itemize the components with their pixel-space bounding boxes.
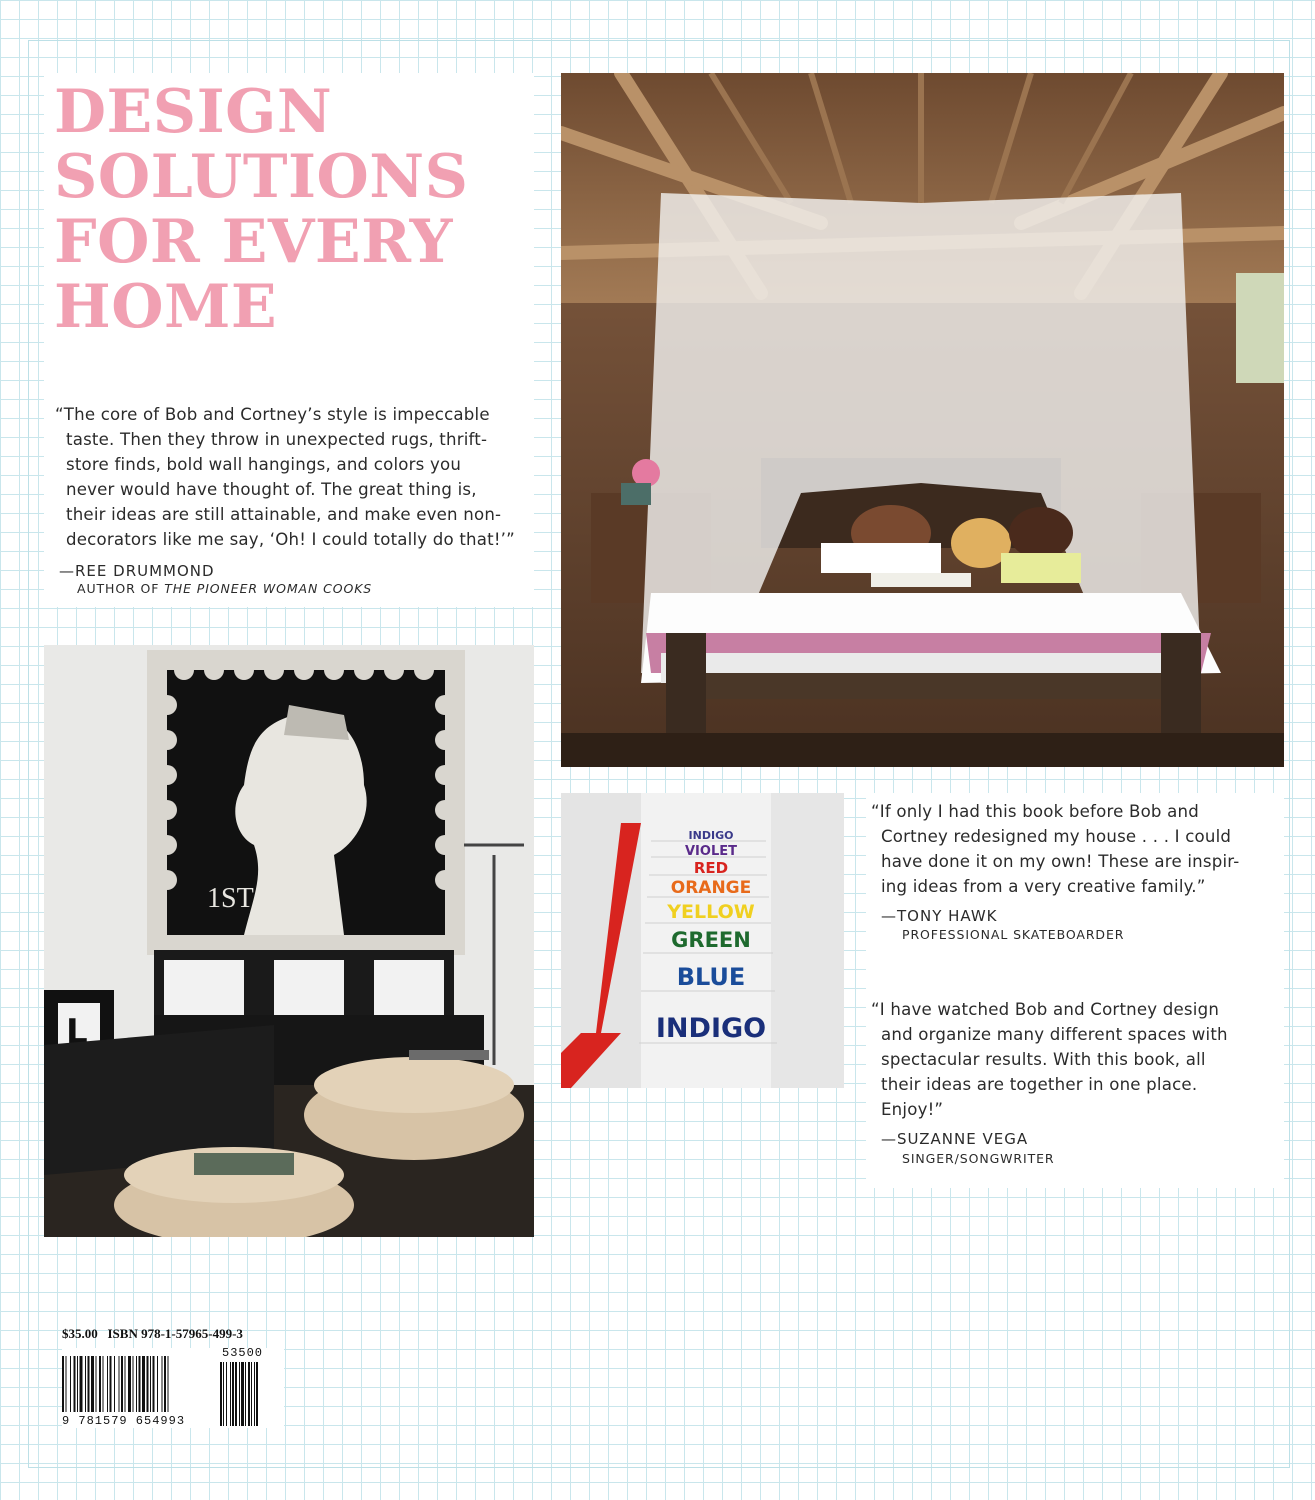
quote-tony-hawk: [871, 799, 1276, 899]
bedroom-photo-art: [561, 73, 1284, 767]
price-isbn: [62, 1326, 243, 1342]
stair-word: RED: [693, 859, 729, 877]
attribution-role-prefix: AUTHOR OF: [77, 581, 165, 596]
stair-word: INDIGO: [655, 1013, 767, 1044]
attribution-name: —SUZANNE VEGA: [881, 1130, 1029, 1148]
barcode-bar: [133, 1356, 134, 1412]
stair-word: INDIGO: [688, 829, 734, 842]
barcode-bar: [91, 1356, 94, 1412]
attribution-role-title: THE PIONEER WOMAN COOKS: [164, 581, 373, 596]
barcode-bar: [77, 1356, 78, 1412]
headline-line: DESIGN: [54, 77, 333, 147]
staircase-photo: [561, 793, 844, 1088]
stair-word: ORANGE: [670, 878, 752, 898]
barcode-bar: [230, 1362, 231, 1426]
barcode-bar: [153, 1356, 155, 1412]
quote-suzanne-vega: [871, 997, 1276, 1122]
barcode-bar: [239, 1362, 240, 1426]
barcode-bar: [220, 1362, 222, 1426]
barcode-bar: [147, 1356, 149, 1412]
barcode-bar: [62, 1356, 64, 1412]
barcode-bar: [251, 1362, 252, 1426]
headline: [54, 77, 524, 342]
barcode-bar: [142, 1356, 145, 1412]
barcode-bar: [168, 1356, 169, 1412]
barcode-bar: [85, 1356, 86, 1412]
quote-line: “I have watched Bob and Cortney design: [871, 1000, 1220, 1019]
bedroom-photo: [561, 73, 1284, 767]
stamp-text: 1ST: [207, 883, 254, 914]
barcode-bar: [88, 1356, 90, 1412]
headline-line: SOLUTIONS: [54, 142, 469, 212]
barcode-bar: [150, 1356, 151, 1412]
barcode-bar: [256, 1362, 258, 1426]
barcode-bar: [226, 1362, 227, 1426]
quote-line: spectacular results. With this book, all: [881, 1050, 1206, 1069]
headline-line: FOR EVERY: [54, 207, 453, 277]
barcode: [62, 1348, 284, 1428]
barcode-bar: [121, 1356, 123, 1412]
barcode-number: 9 781579 654993: [62, 1414, 186, 1428]
quote-line: decorators like me say, ‘Oh! I could totally do that!’”: [66, 530, 515, 549]
staircase-photo-art: [561, 793, 844, 1088]
quote-ree-drummond: [55, 402, 525, 552]
barcode-bar: [232, 1362, 234, 1426]
barcode-bar: [74, 1356, 76, 1412]
barcode-bar: [128, 1356, 131, 1412]
quote-line: taste. Then they throw in unexpected rugs, thrift-: [66, 430, 488, 449]
barcode-bar: [248, 1362, 250, 1426]
attribution-role: [77, 581, 372, 596]
barcode-bar: [136, 1356, 137, 1412]
barcode-bar: [223, 1362, 224, 1426]
barcode-bar: [96, 1356, 97, 1412]
stair-word: BLUE: [676, 963, 746, 991]
barcode-bar: [119, 1356, 120, 1412]
barcode-bar: [110, 1356, 112, 1412]
isbn: ISBN 978-1-57965-499-3: [107, 1326, 243, 1341]
barcode-bar: [114, 1356, 115, 1412]
price-code: 53500: [222, 1346, 264, 1360]
quote-line: have done it on my own! These are inspir-: [881, 852, 1240, 871]
barcode-bar: [164, 1356, 166, 1412]
quote-line: and organize many different spaces with: [881, 1025, 1228, 1044]
headline-line: HOME: [54, 272, 278, 342]
barcode-bar: [103, 1356, 104, 1412]
barcode-bar: [107, 1356, 108, 1412]
barcode-bar: [70, 1356, 71, 1412]
quote-line: never would have thought of. The great thing is,: [66, 480, 477, 499]
stair-word: YELLOW: [667, 901, 755, 923]
barcode-bar: [125, 1356, 126, 1412]
barcode-bar: [254, 1362, 255, 1426]
quote-line: their ideas are still attainable, and make even non-: [66, 505, 502, 524]
quote-line: their ideas are together in one place.: [881, 1075, 1198, 1094]
attribution-role: PROFESSIONAL SKATEBOARDER: [902, 927, 1125, 942]
barcode-bar: [80, 1356, 83, 1412]
quote-line: store finds, bold wall hangings, and colors you: [66, 455, 462, 474]
barcode-bar: [162, 1356, 163, 1412]
barcode-bar: [139, 1356, 141, 1412]
quote-line: “If only I had this book before Bob and: [871, 802, 1199, 821]
attribution-name: —TONY HAWK: [881, 907, 998, 925]
barcode-bar: [235, 1362, 237, 1426]
price: $35.00: [62, 1326, 98, 1341]
quote-line: ing ideas from a very creative family.”: [881, 877, 1206, 896]
barcode-bar: [241, 1362, 244, 1426]
stair-word: GREEN: [671, 928, 751, 952]
barcode-bar: [245, 1362, 246, 1426]
attribution-name: —REE DRUMMOND: [59, 562, 215, 580]
stair-word: VIOLET: [685, 844, 737, 859]
living-room-photo-art: [44, 645, 534, 1237]
attribution-role: SINGER/SONGWRITER: [902, 1151, 1055, 1166]
barcode-bar: [99, 1356, 101, 1412]
quote-line: “The core of Bob and Cortney’s style is impeccable: [55, 405, 490, 424]
quote-line: Enjoy!”: [881, 1100, 944, 1119]
quote-line: Cortney redesigned my house . . . I could: [881, 827, 1232, 846]
living-room-photo: [44, 645, 534, 1237]
barcode-bar: [66, 1356, 67, 1412]
pillow-letter: L: [66, 1012, 88, 1052]
barcode-bar: [157, 1356, 158, 1412]
